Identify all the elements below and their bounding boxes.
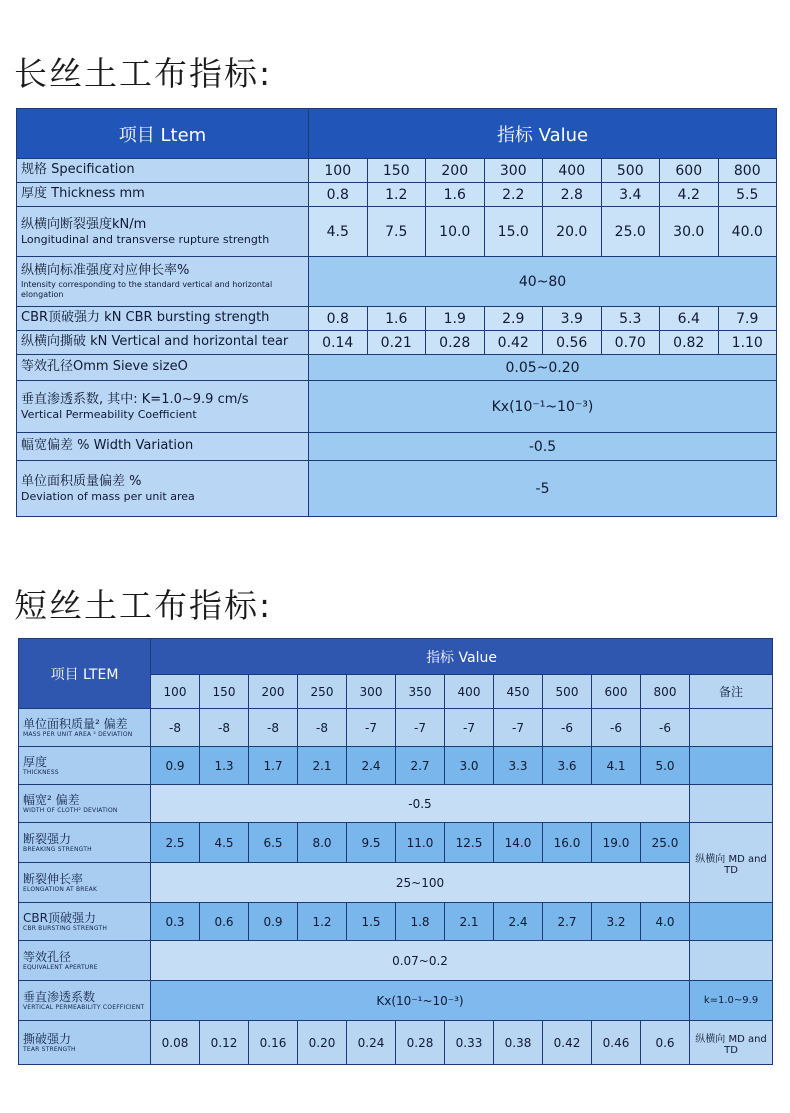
merged-note: 纵横向 MD and TD [690, 823, 773, 903]
value-cell: 10.0 [426, 207, 485, 257]
row-label-text: CBR顶破强力 [23, 910, 96, 925]
value-cell: 0.42 [543, 1021, 592, 1065]
row-label [19, 785, 151, 823]
row-label-sub: CBR BURSTING STRENGTH [23, 925, 108, 933]
value-header: 指标 Value [151, 639, 773, 675]
spec-cell: 100 [151, 675, 200, 709]
row-label-text: 垂直渗透系数, 其中: K=1.0~9.9 cm/s [21, 391, 249, 407]
value-cell: 0.24 [347, 1021, 396, 1065]
row-label-text: 纵横向标准强度对应伸长率% [21, 263, 190, 279]
row-label-text: 幅宽² 偏差 [23, 792, 80, 807]
row-label-sub: Longitudinal and transverse rupture strength [21, 232, 270, 246]
row-label [17, 381, 309, 433]
value-cell: -8 [298, 709, 347, 747]
value-cell: 0.9 [151, 747, 200, 785]
row-label-sub: BREAKING STRENGTH [23, 846, 92, 854]
value-cell: 1.2 [367, 183, 426, 207]
value-cell: 2.7 [396, 747, 445, 785]
row-label [17, 355, 309, 381]
value-cell: 5.3 [601, 307, 660, 331]
spec-cell: 500 [601, 159, 660, 183]
spec-cell: 350 [396, 675, 445, 709]
value-cell: 1.7 [249, 747, 298, 785]
row-label-sub: TEAR STRENGTH [23, 1046, 76, 1054]
note-cell: 纵横向 MD and TD [690, 1021, 773, 1065]
row-label-sub: EQUIVALENT APERTURE [23, 964, 98, 972]
value-cell: 1.6 [426, 183, 485, 207]
value-cell: 8.0 [298, 823, 347, 863]
value-cell: -6 [543, 709, 592, 747]
item-header: 项目 Ltem [17, 109, 309, 159]
value-cell: 0.38 [494, 1021, 543, 1065]
span-value: 25~100 [151, 863, 690, 903]
value-cell: 16.0 [543, 823, 592, 863]
row-label-text: 撕破强力 [23, 1031, 72, 1046]
long-fiber-table [16, 108, 777, 517]
value-cell: 4.2 [660, 183, 719, 207]
value-cell: -8 [151, 709, 200, 747]
value-cell: 4.0 [641, 903, 690, 941]
row-label [19, 1021, 151, 1065]
spec-cell: 150 [200, 675, 249, 709]
value-cell: 1.5 [347, 903, 396, 941]
value-cell: 2.9 [484, 307, 543, 331]
value-cell: 0.28 [426, 331, 485, 355]
value-cell: 6.4 [660, 307, 719, 331]
value-cell: 11.0 [396, 823, 445, 863]
row-label [19, 823, 151, 863]
row-label [19, 709, 151, 747]
value-cell: 0.33 [445, 1021, 494, 1065]
span-value: 0.07~0.2 [151, 941, 690, 981]
value-cell: 5.5 [718, 183, 777, 207]
value-cell: -8 [249, 709, 298, 747]
value-cell: 2.8 [543, 183, 602, 207]
note-cell [690, 747, 773, 785]
row-label-text: 纵横向断裂强度kN/m [21, 216, 147, 232]
value-cell: 0.42 [484, 331, 543, 355]
row-label [17, 207, 309, 257]
value-cell: -8 [200, 709, 249, 747]
spec-cell: 300 [347, 675, 396, 709]
value-cell: -7 [347, 709, 396, 747]
value-cell: 5.0 [641, 747, 690, 785]
value-cell: 0.70 [601, 331, 660, 355]
value-cell: 2.5 [151, 823, 200, 863]
value-cell: 1.3 [200, 747, 249, 785]
row-label-sub: ELONGATION AT BREAK [23, 886, 98, 894]
value-cell: 25.0 [601, 207, 660, 257]
row-label [19, 903, 151, 941]
value-cell: 0.8 [309, 307, 368, 331]
note-cell [690, 941, 773, 981]
spec-cell: 400 [445, 675, 494, 709]
value-cell: 1.10 [718, 331, 777, 355]
value-cell: 0.20 [298, 1021, 347, 1065]
value-cell: 0.21 [367, 331, 426, 355]
row-label-text: 厚度 [23, 754, 48, 769]
value-cell: 1.8 [396, 903, 445, 941]
row-label [17, 307, 309, 331]
row-label-text: 断裂强力 [23, 831, 72, 846]
note-cell [690, 709, 773, 747]
spec-cell: 200 [426, 159, 485, 183]
value-cell: 0.8 [309, 183, 368, 207]
value-cell: 0.82 [660, 331, 719, 355]
value-cell: 0.16 [249, 1021, 298, 1065]
spec-cell: 800 [641, 675, 690, 709]
value-cell: 4.5 [200, 823, 249, 863]
spec-label: 规格 Specification [17, 159, 309, 183]
note-cell [690, 903, 773, 941]
row-label-text: 单位面积质量偏差 % [21, 473, 142, 489]
value-cell: 2.1 [445, 903, 494, 941]
row-label [19, 941, 151, 981]
value-cell: 3.6 [543, 747, 592, 785]
row-label-sub: MASS PER UNIT AREA ² DEVIATION [23, 731, 133, 739]
short-fiber-table [18, 638, 773, 1065]
value-cell: 7.9 [718, 307, 777, 331]
spec-cell: 500 [543, 675, 592, 709]
value-cell: 2.4 [494, 903, 543, 941]
row-label-sub: VERTICAL PERMEABILITY COEFFICIENT [23, 1004, 145, 1012]
note-cell: k=1.0~9.9 [690, 981, 773, 1021]
row-label [17, 461, 309, 517]
row-label [19, 981, 151, 1021]
short-fiber-title: 短丝土工布指标: [14, 586, 273, 625]
note-header: 备注 [690, 675, 773, 709]
value-cell: 3.4 [601, 183, 660, 207]
value-cell: 0.14 [309, 331, 368, 355]
value-cell: -6 [641, 709, 690, 747]
value-cell: 0.12 [200, 1021, 249, 1065]
span-value: Kx(10⁻¹~10⁻³) [309, 381, 777, 433]
spec-cell: 100 [309, 159, 368, 183]
value-cell: 20.0 [543, 207, 602, 257]
spec-cell: 150 [367, 159, 426, 183]
value-cell: 2.7 [543, 903, 592, 941]
value-cell: 40.0 [718, 207, 777, 257]
spec-cell: 600 [660, 159, 719, 183]
row-label-text: 纵横向撕破 kN Vertical and horizontal tear [21, 334, 289, 350]
value-cell: 12.5 [445, 823, 494, 863]
spec-cell: 250 [298, 675, 347, 709]
row-label-text: 等效孔径 [23, 949, 72, 964]
row-label-sub: Vertical Permeability Coefficient [21, 407, 197, 421]
value-cell: 3.0 [445, 747, 494, 785]
value-cell: 3.2 [592, 903, 641, 941]
value-cell: -7 [494, 709, 543, 747]
value-header: 指标 Value [309, 109, 777, 159]
value-cell: 30.0 [660, 207, 719, 257]
span-value: 40~80 [309, 257, 777, 307]
value-cell: 4.5 [309, 207, 368, 257]
row-label [17, 183, 309, 207]
row-label-text: 等效孔径Omm Sieve sizeO [21, 359, 188, 375]
value-cell: 1.9 [426, 307, 485, 331]
span-value: -0.5 [309, 433, 777, 461]
row-label-sub: Deviation of mass per unit area [21, 489, 195, 503]
value-cell: 19.0 [592, 823, 641, 863]
value-cell: 0.9 [249, 903, 298, 941]
value-cell: 1.2 [298, 903, 347, 941]
row-label-text: 单位面积质量² 偏差 [23, 716, 128, 731]
row-label-text: 幅宽偏差 % Width Variation [21, 438, 194, 454]
row-label-sub: WIDTH OF CLOTH² DEVIATION [23, 807, 118, 815]
value-cell: 0.56 [543, 331, 602, 355]
value-cell: 0.3 [151, 903, 200, 941]
row-label-text: 断裂伸长率 [23, 871, 84, 886]
value-cell: 0.46 [592, 1021, 641, 1065]
row-label-text: CBR顶破强力 kN CBR bursting strength [21, 310, 270, 326]
row-label-sub: THICKNESS [23, 769, 59, 777]
row-label-sub: Intensity corresponding to the standard vertical and horizontal elongation [21, 279, 273, 299]
value-cell: 4.1 [592, 747, 641, 785]
value-cell: 2.2 [484, 183, 543, 207]
value-cell: 2.1 [298, 747, 347, 785]
spec-cell: 200 [249, 675, 298, 709]
row-label [17, 433, 309, 461]
value-cell: -7 [396, 709, 445, 747]
value-cell: 9.5 [347, 823, 396, 863]
spec-cell: 600 [592, 675, 641, 709]
value-cell: 2.4 [347, 747, 396, 785]
value-cell: -7 [445, 709, 494, 747]
value-cell: 25.0 [641, 823, 690, 863]
spec-cell: 450 [494, 675, 543, 709]
spec-cell: 300 [484, 159, 543, 183]
long-fiber-title: 长丝土工布指标: [14, 54, 273, 93]
row-label [17, 257, 309, 307]
note-cell [690, 785, 773, 823]
value-cell: 3.9 [543, 307, 602, 331]
row-label [17, 331, 309, 355]
span-value: Kx(10⁻¹~10⁻³) [151, 981, 690, 1021]
value-cell: 0.28 [396, 1021, 445, 1065]
value-cell: 0.6 [641, 1021, 690, 1065]
row-label [19, 863, 151, 903]
row-label-text: 厚度 Thickness mm [21, 186, 145, 202]
span-value: 0.05~0.20 [309, 355, 777, 381]
spec-cell: 400 [543, 159, 602, 183]
value-cell: 0.6 [200, 903, 249, 941]
value-cell: 15.0 [484, 207, 543, 257]
row-label-text: 垂直渗透系数 [23, 989, 96, 1004]
span-value: -0.5 [151, 785, 690, 823]
value-cell: 0.08 [151, 1021, 200, 1065]
value-cell: -6 [592, 709, 641, 747]
value-cell: 3.3 [494, 747, 543, 785]
value-cell: 1.6 [367, 307, 426, 331]
item-header: 项目 LTEM [19, 639, 151, 709]
span-value: -5 [309, 461, 777, 517]
spec-cell: 800 [718, 159, 777, 183]
value-cell: 7.5 [367, 207, 426, 257]
value-cell: 14.0 [494, 823, 543, 863]
value-cell: 6.5 [249, 823, 298, 863]
row-label [19, 747, 151, 785]
